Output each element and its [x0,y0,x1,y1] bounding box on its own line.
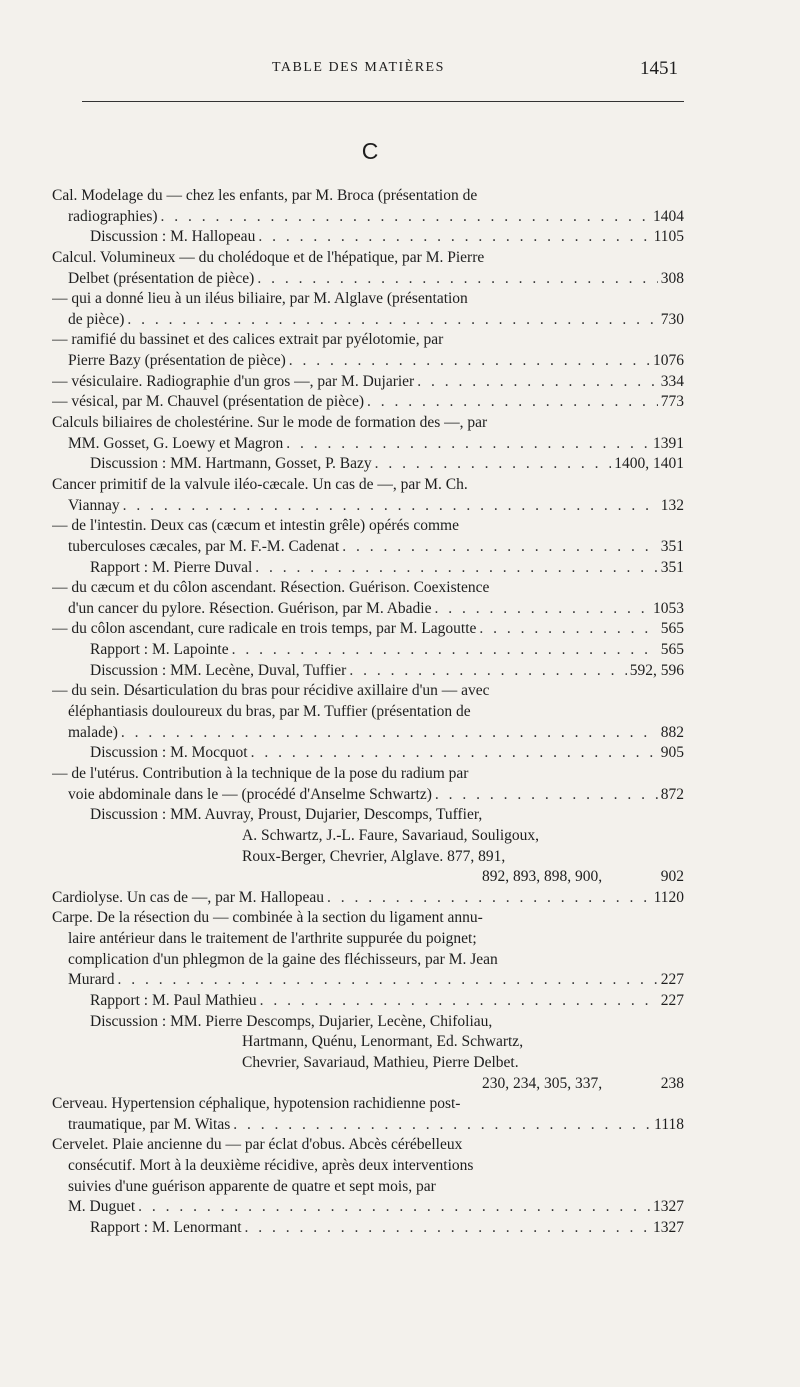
section-letter: C [361,138,379,164]
index-line: — vésical, par M. Chauvel (présentation de pièce) . . . 773 [52,392,684,413]
index-line: Pierre Bazy (présentation de pièce) . . . 1076 [52,351,684,372]
running-header [0,60,800,84]
index-line: Murard . . . 227 [52,970,684,991]
index-line: Carpe. De la résection du — combinée à la section du ligament annu- [52,909,483,927]
index-line: — de l'utérus. Contribution à la technique de la pose du radium par [52,764,469,782]
index-line: tuberculoses cæcales, par M. F.-M. Cadenat . . . 351 [52,537,684,558]
index-line: d'un cancer du pylore. Résection. Guérison, par M. Abadie . . . 1053 [52,599,684,620]
index-line: traumatique, par M. Witas . . . 1118 [52,1115,684,1136]
index-line: — vésiculaire. Radiographie d'un gros —, par M. Dujarier . . . 334 [52,372,684,393]
index-line: — ramifié du bassinet et des calices extrait par pyélotomie, par [52,331,444,349]
index-line: Chevrier, Savariaud, Mathieu, Pierre Delbet. [242,1053,519,1071]
index-line: malade) . . . 882 [52,723,684,744]
index-line: Rapport : M. Pierre Duval . . . 351 [52,558,684,579]
index-line: Rapport : M. Lenormant . . . 1327 [52,1218,684,1239]
index-line: 230, 234, 305, 337, 238 [482,1074,684,1092]
running-title: TABLE DES MATIÈRES [272,60,445,75]
index-line: Roux-Berger, Chevrier, Alglave. 877, 891, [242,847,506,865]
index-line: Rapport : M. Paul Mathieu . . . 227 [52,991,684,1012]
index-line: consécutif. Mort à la deuxième récidive, après deux interventions [68,1157,474,1175]
page-number: 1451 [640,58,678,79]
index-line: Delbet (présentation de pièce) . . . 308 [52,269,684,290]
index-line: Cancer primitif de la valvule iléo-cæcale. Un cas de —, par M. Ch. [52,475,468,493]
index-line: Cardiolyse. Un cas de —, par M. Hallopeau . . . 1120 [52,888,684,909]
index-line: Hartmann, Quénu, Lenormant, Ed. Schwartz, [242,1033,524,1051]
index-line: Discussion : MM. Auvray, Proust, Dujarier, Descomps, Tuffier, [90,806,483,824]
index-line: Cervelet. Plaie ancienne du — par éclat d'obus. Abcès cérébelleux [52,1136,463,1154]
index-line: Discussion : MM. Lecène, Duval, Tuffier . . . 592, 596 [52,661,684,682]
index-line: Discussion : M. Hallopeau . . . 1105 [52,227,684,248]
index-line: Calcul. Volumineux — du cholédoque et de l'hépatique, par M. Pierre [52,248,485,266]
index-line: laire antérieur dans le traitement de l'arthrite suppurée du poignet; [68,930,477,948]
index-line: de pièce) . . . 730 [52,310,684,331]
index-line: — du sein. Désarticulation du bras pour récidive axillaire d'un — avec [52,682,490,700]
index-line: — qui a donné lieu à un iléus biliaire, par M. Alglave (présentation [52,290,468,308]
index-line: radiographies) . . . 1404 [52,207,684,228]
index-line: Rapport : M. Lapointe . . . 565 [52,640,684,661]
index-line: Discussion : MM. Hartmann, Gosset, P. Bazy . . . 1400, 1401 [52,454,684,475]
index-line: éléphantiasis douloureux du bras, par M. Tuffier (présentation de [68,703,471,721]
index-line: complication d'un phlegmon de la gaine des fléchisseurs, par M. Jean [68,950,498,968]
index-line: M. Duguet . . . 1327 [52,1197,684,1218]
header-rule [82,101,684,102]
index-line: suivies d'une guérison apparente de quatre et sept mois, par [68,1177,436,1195]
index-line: MM. Gosset, G. Loewy et Magron . . . 1391 [52,434,684,455]
index-line: Cal. Modelage du — chez les enfants, par M. Broca (présentation de [52,187,478,204]
index-line: Discussion : M. Mocquot . . . 905 [52,743,684,764]
index-line: Calculs biliaires de cholestérine. Sur le mode de formation des —, par [52,414,488,432]
index-line: A. Schwartz, J.-L. Faure, Savariaud, Souligoux, [242,826,540,844]
index-line: — du côlon ascendant, cure radicale en trois temps, par M. Lagoutte . . . 565 [52,619,684,640]
index-entries [52,186,684,1239]
index-line: — de l'intestin. Deux cas (cæcum et intestin grêle) opérés comme [52,517,459,535]
index-line: Discussion : MM. Pierre Descomps, Dujarier, Lecène, Chifoliau, [90,1012,493,1030]
index-line: — du cæcum et du côlon ascendant. Résection. Guérison. Coexistence [52,579,490,597]
index-line: 892, 893, 898, 900, 902 [482,868,684,886]
index-line: Viannay . . . 132 [52,496,684,517]
index-line: voie abdominale dans le — (procédé d'Anselme Schwartz) . . . 872 [52,785,684,806]
index-line: Cerveau. Hypertension céphalique, hypotension rachidienne post- [52,1095,461,1113]
